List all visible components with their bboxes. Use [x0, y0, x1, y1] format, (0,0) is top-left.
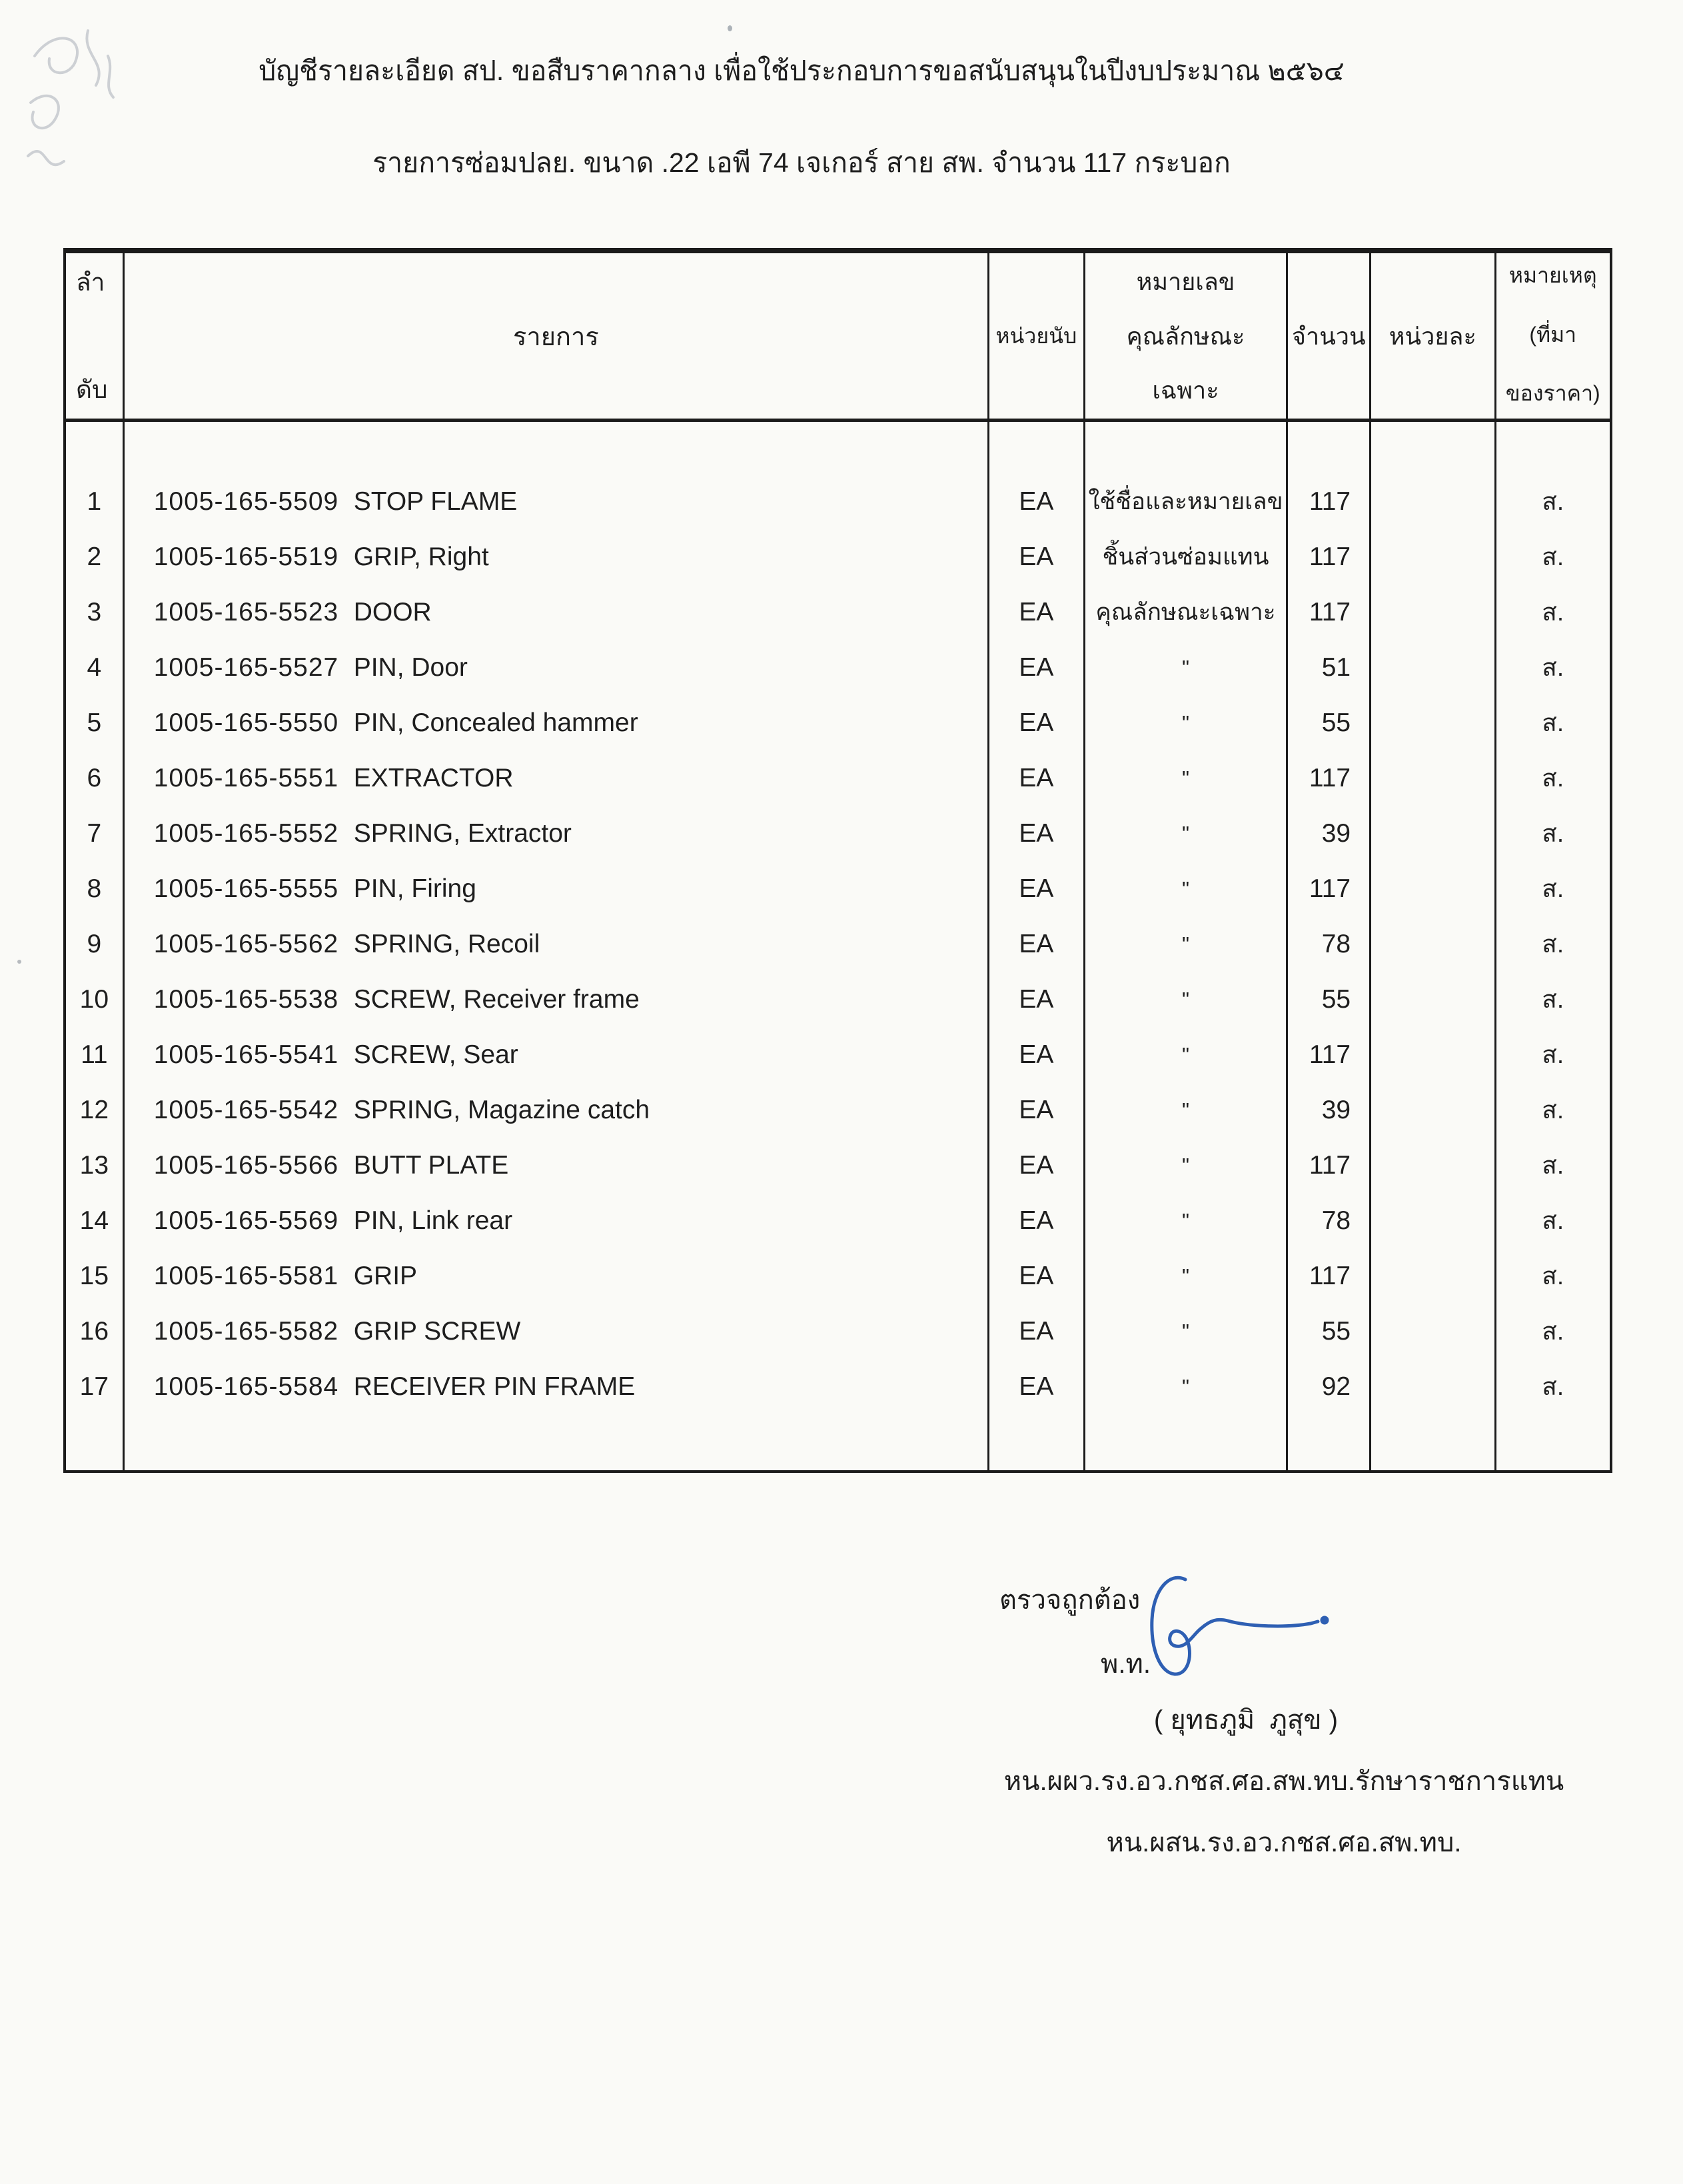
- unit-cell: EA: [989, 1359, 1085, 1414]
- part-name: DOOR: [353, 597, 432, 626]
- unit-cell: EA: [989, 640, 1085, 695]
- part-code: 1005-165-5551: [153, 763, 339, 792]
- part-name: SCREW, Sear: [353, 1040, 518, 1069]
- header-index: [66, 253, 125, 419]
- unit-cell: EA: [989, 474, 1085, 529]
- qty-cell: 55: [1288, 1304, 1371, 1359]
- qty-cell: 55: [1288, 972, 1371, 1027]
- unit-price-cell: [1371, 584, 1496, 640]
- remark-cell: ส.: [1542, 875, 1564, 902]
- part-code: 1005-165-5550: [153, 708, 339, 737]
- part-name: GRIP, Right: [353, 542, 489, 571]
- part-code: 1005-165-5527: [153, 652, 339, 682]
- item-cell: [125, 474, 989, 529]
- signer-position-line1: หน.ผผว.รง.อว.กชส.ศอ.สพ.ทบ.รักษาราชการแทน: [1003, 1767, 1564, 1796]
- part-name: SCREW, Receiver frame: [353, 984, 640, 1014]
- body-spacer: [989, 422, 1085, 474]
- header-index-line2: ดับ: [76, 376, 108, 403]
- row-number: 3: [66, 584, 125, 640]
- row-number: 9: [66, 916, 125, 972]
- row-number: 2: [66, 529, 125, 584]
- row-number: 15: [66, 1248, 125, 1304]
- spec-cell: ": [1085, 750, 1289, 806]
- table-header-row: [66, 253, 1610, 422]
- unit-price-cell: [1371, 1027, 1496, 1082]
- row-number: 11: [66, 1027, 125, 1082]
- verified-label: ตรวจถูกต้อง: [999, 1586, 1141, 1615]
- remark-cell: ส.: [1542, 709, 1564, 736]
- spec-cell: ": [1085, 1248, 1289, 1304]
- header-item: [125, 253, 989, 419]
- part-name: GRIP SCREW: [353, 1316, 521, 1346]
- scan-speck: [17, 960, 21, 964]
- part-code: 1005-165-5538: [153, 984, 339, 1014]
- unit-price-cell: [1371, 474, 1496, 529]
- unit-price-cell: [1371, 1248, 1496, 1304]
- qty-cell: 39: [1288, 1082, 1371, 1138]
- header-spec-line1: หมายเลข: [1136, 268, 1235, 295]
- spec-cell: ใช้ชื่อและหมายเลข: [1085, 474, 1289, 529]
- row-number: 10: [66, 972, 125, 1027]
- body-filler: [1288, 1414, 1371, 1470]
- remark-cell: ส.: [1542, 986, 1564, 1013]
- qty-cell: 117: [1288, 1248, 1371, 1304]
- body-filler: [66, 1414, 125, 1470]
- remark-cell: ส.: [1542, 1318, 1564, 1345]
- body-spacer: [1371, 422, 1496, 474]
- item-cell: [125, 640, 989, 695]
- spec-cell: ชิ้นส่วนซ่อมแทน: [1085, 529, 1289, 584]
- qty-cell: 117: [1288, 861, 1371, 916]
- item-cell: [125, 1138, 989, 1193]
- row-number: 17: [66, 1359, 125, 1414]
- item-cell: [125, 861, 989, 916]
- remark-cell: ส.: [1542, 764, 1564, 792]
- part-code: 1005-165-5541: [153, 1040, 339, 1069]
- remark-cell: ส.: [1542, 1096, 1564, 1124]
- unit-cell: EA: [989, 861, 1085, 916]
- part-code: 1005-165-5569: [153, 1206, 339, 1235]
- header-item-label: รายการ: [513, 323, 599, 351]
- remark-cell: ส.: [1542, 598, 1564, 626]
- qty-cell: 55: [1288, 695, 1371, 750]
- part-code: 1005-165-5552: [153, 818, 339, 848]
- signature-ink: [1121, 1566, 1335, 1686]
- item-cell: [125, 1082, 989, 1138]
- spec-cell: ": [1085, 695, 1289, 750]
- part-code: 1005-165-5509: [153, 487, 339, 516]
- table-body: [66, 422, 1610, 1470]
- header-quantity: [1288, 253, 1371, 419]
- part-code: 1005-165-5581: [153, 1261, 339, 1290]
- row-number: 12: [66, 1082, 125, 1138]
- qty-cell: 78: [1288, 916, 1371, 972]
- header-unit-price-label: หน่วยละ: [1389, 322, 1476, 350]
- part-name: STOP FLAME: [353, 487, 518, 516]
- row-number: 1: [66, 474, 125, 529]
- item-cell: [125, 1193, 989, 1248]
- unit-price-cell: [1371, 972, 1496, 1027]
- part-name: EXTRACTOR: [353, 763, 514, 792]
- item-cell: [125, 584, 989, 640]
- signer-name: ( ยุทธภูมิ ภูสุข ): [1153, 1705, 1339, 1735]
- unit-cell: EA: [989, 1027, 1085, 1082]
- part-code: 1005-165-5523: [153, 597, 339, 626]
- part-name: PIN, Door: [353, 652, 468, 682]
- unit-cell: EA: [989, 1082, 1085, 1138]
- qty-cell: 117: [1288, 1027, 1371, 1082]
- header-remark-line1: หมายเหตุ: [1508, 263, 1597, 287]
- part-name: BUTT PLATE: [353, 1150, 509, 1180]
- spec-cell: ": [1085, 861, 1289, 916]
- scan-speck: [728, 25, 732, 31]
- item-cell: [125, 1248, 989, 1304]
- body-filler: [1496, 1414, 1610, 1470]
- part-code: 1005-165-5542: [153, 1095, 339, 1124]
- spec-cell: ": [1085, 1138, 1289, 1193]
- remark-cell: ส.: [1542, 1207, 1564, 1234]
- qty-cell: 117: [1288, 1138, 1371, 1193]
- row-number: 6: [66, 750, 125, 806]
- qty-cell: 117: [1288, 529, 1371, 584]
- header-unit-label: หน่วยนับ: [995, 323, 1077, 348]
- item-cell: [125, 1304, 989, 1359]
- unit-cell: EA: [989, 529, 1085, 584]
- item-cell: [125, 972, 989, 1027]
- remark-cell: ส.: [1542, 1041, 1564, 1068]
- unit-price-cell: [1371, 1304, 1496, 1359]
- remark-cell: ส.: [1542, 930, 1564, 958]
- part-name: SPRING, Extractor: [353, 818, 572, 848]
- row-number: 14: [66, 1193, 125, 1248]
- unit-cell: EA: [989, 916, 1085, 972]
- header-spec-line2: คุณลักษณะ: [1126, 322, 1245, 350]
- remark-cell: ส.: [1542, 1152, 1564, 1179]
- part-code: 1005-165-5566: [153, 1150, 339, 1180]
- unit-cell: EA: [989, 1248, 1085, 1304]
- unit-cell: EA: [989, 1304, 1085, 1359]
- body-filler: [1371, 1414, 1496, 1470]
- unit-price-cell: [1371, 529, 1496, 584]
- header-spec-line3: เฉพาะ: [1152, 377, 1219, 404]
- unit-cell: EA: [989, 972, 1085, 1027]
- remark-cell: ส.: [1542, 654, 1564, 681]
- qty-cell: 39: [1288, 806, 1371, 861]
- qty-cell: 117: [1288, 474, 1371, 529]
- row-number: 8: [66, 861, 125, 916]
- remark-cell: ส.: [1542, 488, 1564, 515]
- part-code: 1005-165-5584: [153, 1372, 339, 1401]
- unit-price-cell: [1371, 916, 1496, 972]
- header-remark: [1496, 253, 1610, 419]
- header-spec: [1085, 253, 1289, 419]
- header-remark-line3: ของราคา): [1505, 381, 1600, 405]
- header-quantity-label: จำนวน: [1291, 322, 1366, 350]
- unit-price-cell: [1371, 806, 1496, 861]
- spec-cell: ": [1085, 1193, 1289, 1248]
- header-unit-price: [1371, 253, 1496, 419]
- part-name: PIN, Firing: [353, 874, 476, 903]
- row-number: 5: [66, 695, 125, 750]
- signer-rank: พ.ท.: [1101, 1649, 1151, 1679]
- part-name: GRIP: [353, 1261, 418, 1290]
- item-cell: [125, 1027, 989, 1082]
- unit-cell: EA: [989, 750, 1085, 806]
- spec-cell: ": [1085, 916, 1289, 972]
- parts-table: [63, 248, 1612, 1473]
- body-spacer: [1288, 422, 1371, 474]
- unit-price-cell: [1371, 750, 1496, 806]
- item-cell: [125, 695, 989, 750]
- qty-cell: 51: [1288, 640, 1371, 695]
- spec-cell: ": [1085, 1359, 1289, 1414]
- spec-cell: ": [1085, 1082, 1289, 1138]
- header-remark-line2: (ที่มา: [1529, 322, 1577, 347]
- unit-price-cell: [1371, 640, 1496, 695]
- part-name: PIN, Link rear: [353, 1206, 513, 1235]
- body-filler: [1085, 1414, 1289, 1470]
- part-code: 1005-165-5519: [153, 542, 339, 571]
- remark-cell: ส.: [1542, 1262, 1564, 1290]
- body-filler: [125, 1414, 989, 1470]
- page-title: บัญชีรายละเอียด สป. ขอสืบราคากลาง เพื่อใช้ประกอบการขอสนับสนุนในปีงบประมาณ ๒๕๖๔: [259, 55, 1345, 86]
- header-index-line1: ลำ: [76, 269, 105, 296]
- item-cell: [125, 1359, 989, 1414]
- part-name: RECEIVER PIN FRAME: [353, 1372, 636, 1401]
- unit-price-cell: [1371, 1138, 1496, 1193]
- unit-cell: EA: [989, 584, 1085, 640]
- spec-cell: คุณลักษณะเฉพาะ: [1085, 584, 1289, 640]
- item-cell: [125, 529, 989, 584]
- unit-cell: EA: [989, 806, 1085, 861]
- part-code: 1005-165-5582: [153, 1316, 339, 1346]
- row-number: 4: [66, 640, 125, 695]
- spec-cell: ": [1085, 806, 1289, 861]
- spec-cell: ": [1085, 1304, 1289, 1359]
- unit-price-cell: [1371, 861, 1496, 916]
- body-spacer: [1085, 422, 1289, 474]
- row-number: 7: [66, 806, 125, 861]
- signer-position-line2: หน.ผสน.รง.อว.กชส.ศอ.สพ.ทบ.: [1106, 1828, 1462, 1857]
- body-filler: [989, 1414, 1085, 1470]
- body-spacer: [125, 422, 989, 474]
- item-cell: [125, 806, 989, 861]
- remark-cell: ส.: [1542, 543, 1564, 570]
- page-subtitle: รายการซ่อมปลย. ขนาด .22 เอพี 74 เจเกอร์ สาย สพ. จำนวน 117 กระบอก: [372, 147, 1231, 178]
- qty-cell: 78: [1288, 1193, 1371, 1248]
- remark-cell: ส.: [1542, 1373, 1564, 1400]
- qty-cell: 117: [1288, 584, 1371, 640]
- unit-price-cell: [1371, 1359, 1496, 1414]
- row-number: 13: [66, 1138, 125, 1193]
- unit-cell: EA: [989, 1193, 1085, 1248]
- part-name: PIN, Concealed hammer: [353, 708, 638, 737]
- spec-cell: ": [1085, 640, 1289, 695]
- part-name: SPRING, Recoil: [353, 929, 540, 958]
- qty-cell: 92: [1288, 1359, 1371, 1414]
- item-cell: [125, 916, 989, 972]
- header-unit: [989, 253, 1085, 419]
- spec-cell: ": [1085, 972, 1289, 1027]
- part-code: 1005-165-5562: [153, 929, 339, 958]
- part-code: 1005-165-5555: [153, 874, 339, 903]
- unit-price-cell: [1371, 1193, 1496, 1248]
- body-spacer: [66, 422, 125, 474]
- unit-price-cell: [1371, 1082, 1496, 1138]
- part-name: SPRING, Magazine catch: [353, 1095, 650, 1124]
- unit-cell: EA: [989, 695, 1085, 750]
- qty-cell: 117: [1288, 750, 1371, 806]
- row-number: 16: [66, 1304, 125, 1359]
- remark-cell: ส.: [1542, 820, 1564, 847]
- unit-price-cell: [1371, 695, 1496, 750]
- item-cell: [125, 750, 989, 806]
- unit-cell: EA: [989, 1138, 1085, 1193]
- spec-cell: ": [1085, 1027, 1289, 1082]
- body-spacer: [1496, 422, 1610, 474]
